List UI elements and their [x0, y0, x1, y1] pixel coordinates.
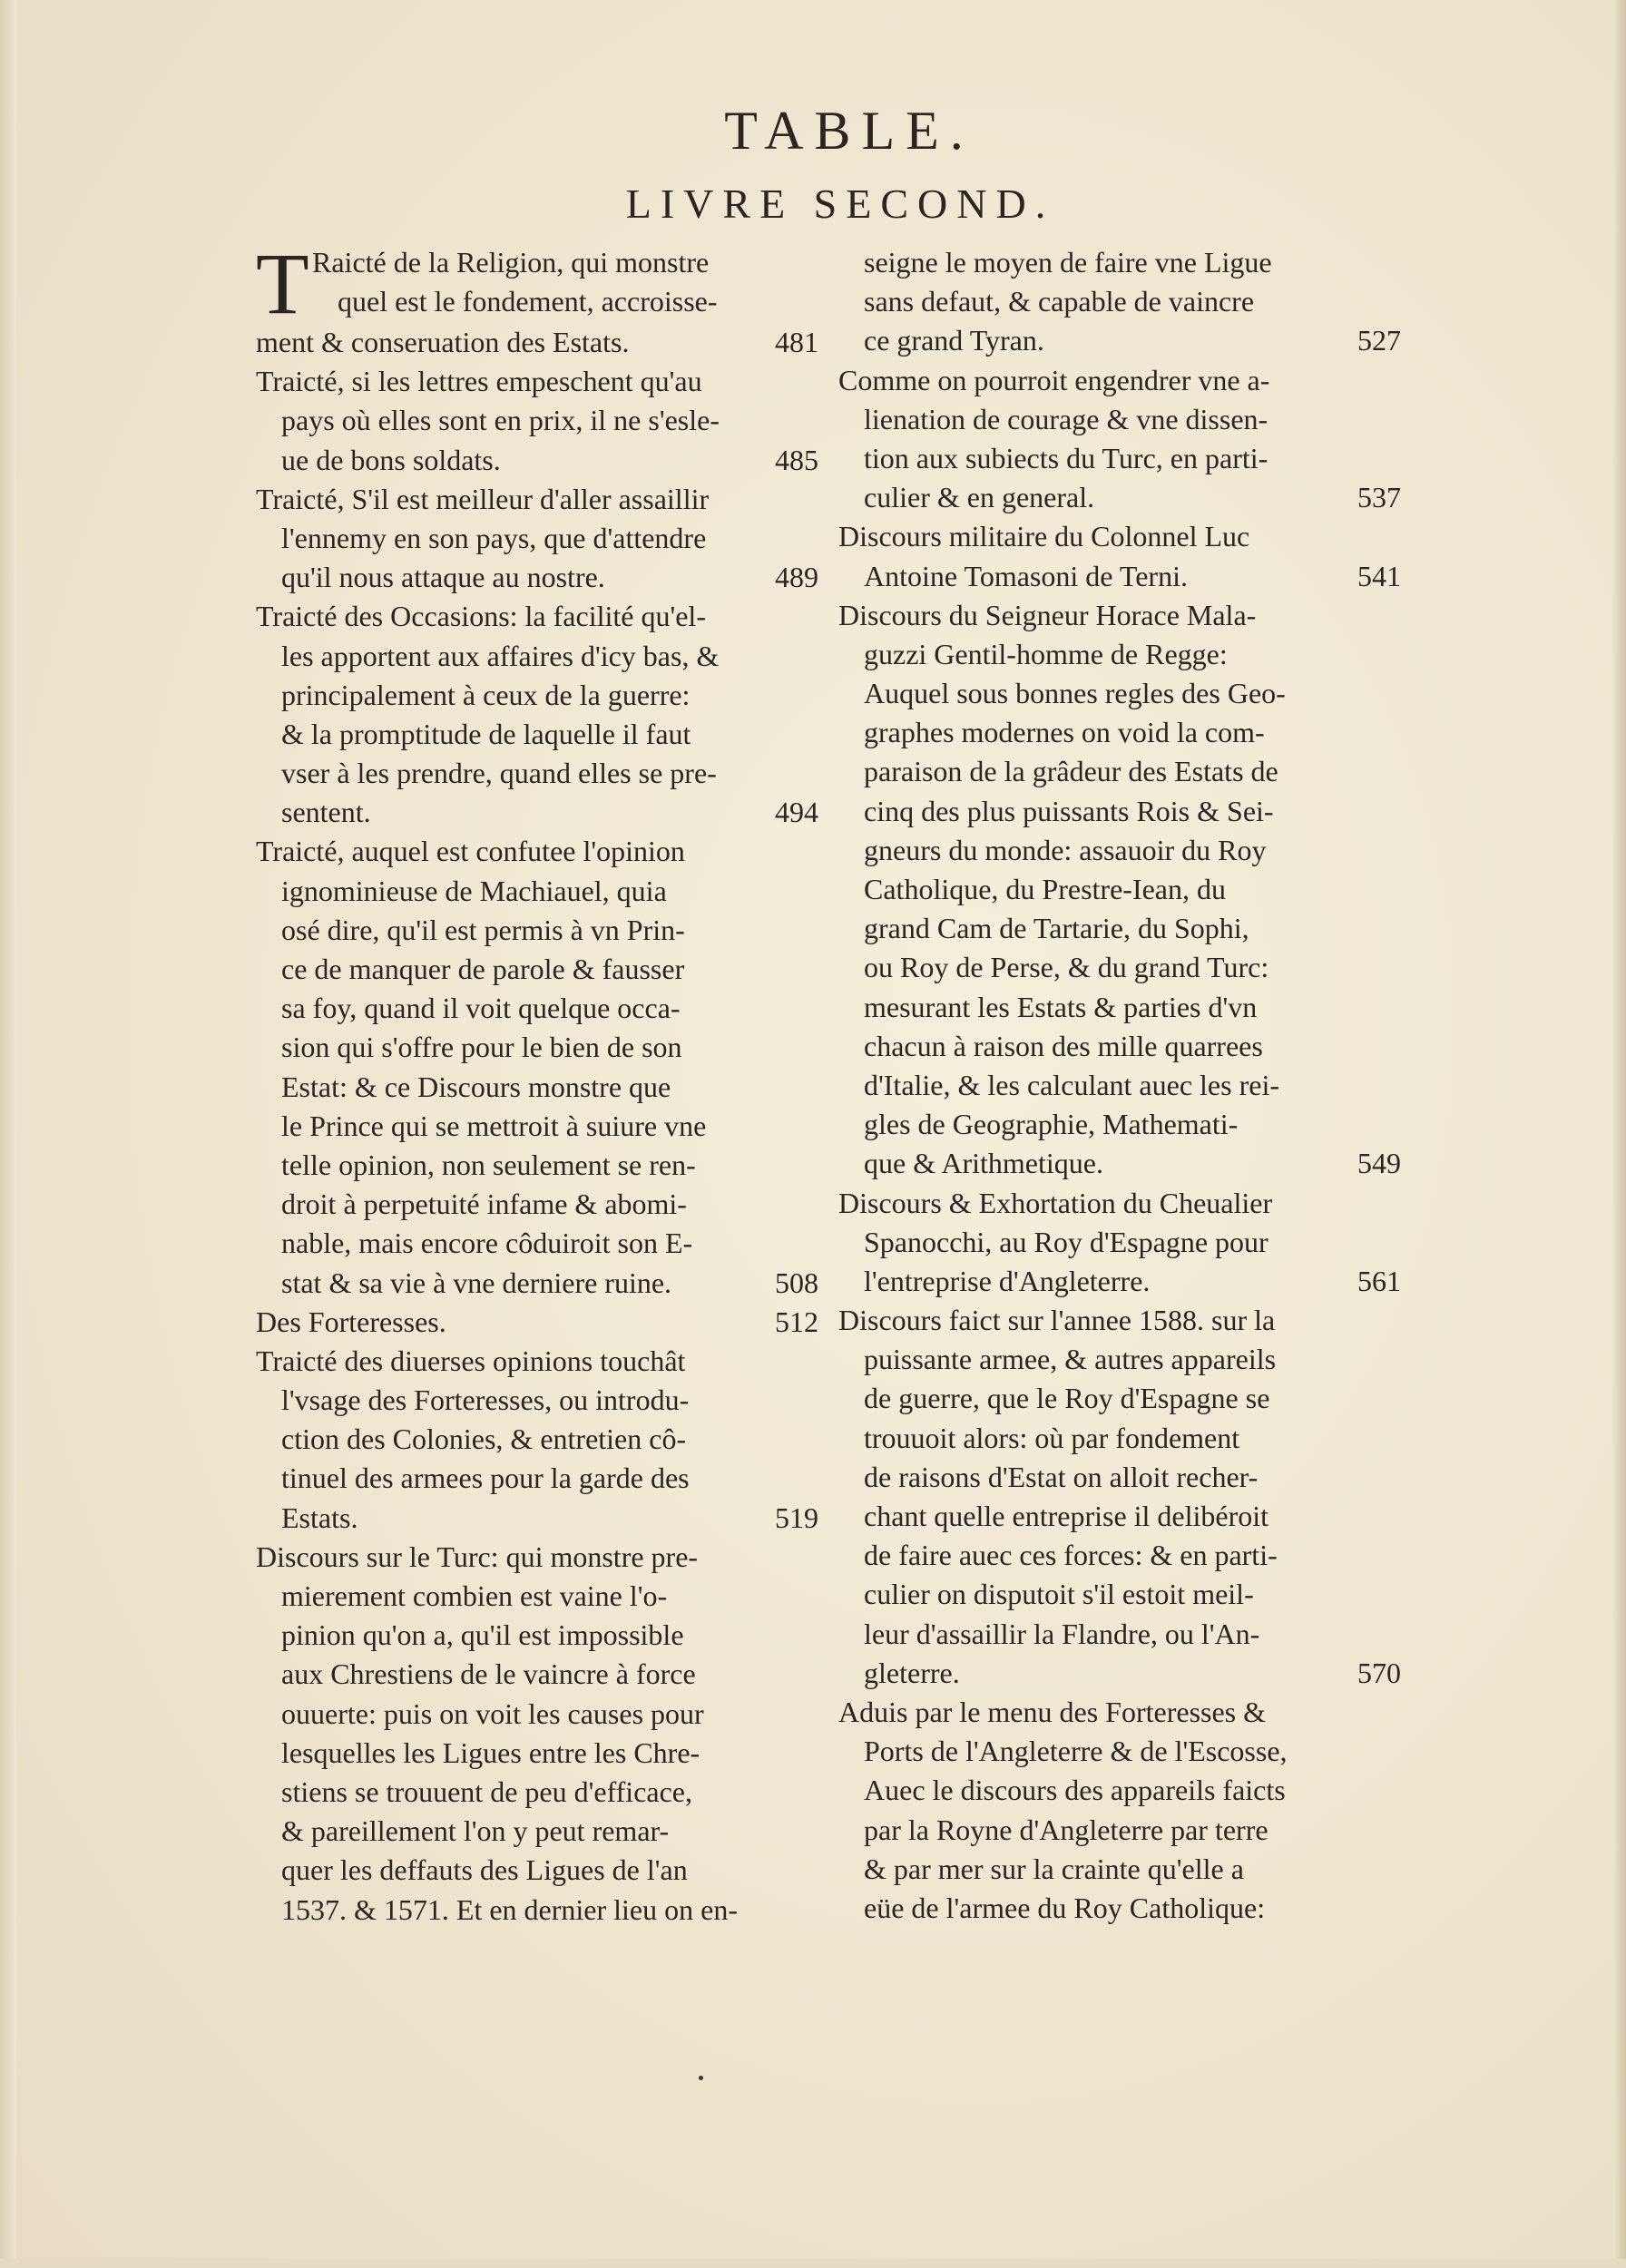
entry-line: tinuel des armees pour la garde des	[281, 1461, 690, 1495]
entry-line: Traicté, auquel est confutee l'opinion	[256, 835, 685, 868]
entry-line: ouuerte: puis on voit les causes pour	[281, 1696, 704, 1730]
page-number: 561	[1357, 1264, 1401, 1297]
toc-entry	[838, 1184, 1401, 1302]
page-number: 519	[775, 1501, 818, 1534]
entry-line: stiens se trouuent de peu d'efficace,	[281, 1774, 692, 1808]
entry-line: vser à les prendre, quand elles se pre-	[281, 757, 717, 790]
entry-line: les apportent aux affaires d'icy bas, &	[281, 639, 720, 672]
section-title: LIVRE SECOND.	[625, 181, 1055, 227]
toc-entry-first	[256, 235, 818, 362]
entry-line: l'ennemy en son pays, que d'attendre	[281, 521, 707, 554]
page-number: 508	[775, 1266, 818, 1299]
entry-line: paraison de la grâdeur des Estats de	[864, 755, 1278, 788]
page-number: 537	[1357, 481, 1401, 514]
entry-line: Auec le discours des appareils faicts	[864, 1774, 1286, 1807]
entry-line: Discours sur le Turc: qui monstre pre-	[256, 1540, 699, 1573]
toc-entry	[838, 1693, 1401, 1928]
entry-line: chacun à raison des mille quarrees	[864, 1029, 1263, 1062]
toc-entry	[256, 1342, 818, 1538]
entry-line: par la Royne d'Angleterre par terre	[864, 1813, 1268, 1846]
toc-entry	[256, 597, 818, 832]
entry-line: ction des Colonies, & entretien cô-	[281, 1422, 687, 1456]
entry-line: telle opinion, non seulement se ren-	[281, 1148, 696, 1181]
toc-entry	[256, 480, 818, 598]
entry-line: sentent. 494	[256, 793, 818, 832]
entry-line: cinq des plus puissants Rois & Sei-	[864, 794, 1274, 827]
page-number: 485	[775, 443, 818, 476]
entry-line: Traicté, S'il est meilleur d'aller assaillir	[256, 482, 710, 515]
entry-line: seigne le moyen de faire vne Ligue	[864, 246, 1272, 279]
running-header: TABLE.	[724, 101, 975, 161]
entry-line: gleterre. 570	[838, 1654, 1401, 1693]
entry-line: sans defaut, & capable de vaincre	[864, 285, 1255, 318]
entry-line: trouuoit alors: où par fondement	[864, 1421, 1240, 1454]
entry-line: Discours faict sur l'annee 1588. sur la	[838, 1304, 1276, 1337]
entry-line: ignominieuse de Machiauel, quia	[281, 874, 667, 907]
entry-line: leur d'assaillir la Flandre, ou l'An-	[864, 1617, 1260, 1650]
entry-line: ment & conseruation des Estats. 481	[256, 323, 818, 362]
entry-line: pinion qu'on a, qu'il est impossible	[281, 1618, 684, 1652]
entry-line: culier & en general. 537	[838, 478, 1401, 517]
page-number: 489	[775, 561, 818, 594]
toc-entry	[256, 832, 818, 1302]
entry-line: osé dire, qu'il est permis à vn Prin-	[281, 913, 685, 946]
entry-line: & la promptitude de laquelle il faut	[281, 717, 691, 750]
entry-line: d'Italie, & les calculant auec les rei-	[864, 1068, 1279, 1101]
entry-line: tion aux subiects du Turc, en parti-	[864, 441, 1268, 474]
page-number: 549	[1357, 1147, 1401, 1180]
entry-line: grand Cam de Tartarie, du Sophi,	[864, 912, 1249, 945]
entry-line: eüe de l'armee du Roy Catholique:	[864, 1891, 1266, 1924]
entry-line: Comme on pourroit engendrer vne a-	[838, 363, 1270, 396]
entry-line: Antoine Tomasoni de Terni. 541	[838, 557, 1401, 596]
toc-entry	[256, 362, 818, 480]
entry-line: ue de bons soldats. 485	[256, 441, 818, 480]
entry-line: & par mer sur la crainte qu'elle a	[864, 1852, 1244, 1885]
entry-line: puissante armee, & autres appareils	[864, 1343, 1277, 1376]
entry-line: quer les deffauts des Ligues de l'an	[281, 1853, 688, 1887]
entry-line: de faire auec ces forces: & en parti-	[864, 1539, 1278, 1572]
entry-line: 1537. & 1571. Et en dernier lieu on en-	[281, 1892, 738, 1926]
entry-line: Estat: & ce Discours monstre que	[281, 1070, 671, 1103]
page-edge	[1613, 0, 1626, 2268]
entry-line: quel est le fondement, accroisse-	[338, 285, 718, 318]
entry-line: guzzi Gentil-homme de Regge:	[864, 637, 1228, 670]
page-bottom-edge	[0, 2259, 1626, 2268]
entry-line: Auquel sous bonnes regles des Geo-	[864, 677, 1286, 710]
entry-line: nable, mais encore côduiroit son E-	[281, 1227, 693, 1260]
entry-line: principalement à ceux de la guerre:	[281, 678, 691, 711]
entry-line: Estats. 519	[256, 1499, 818, 1538]
toc-entry	[256, 1538, 818, 1930]
toc-entry	[838, 361, 1401, 518]
entry-line: gles de Geographie, Mathemati-	[864, 1108, 1239, 1141]
entry-line: mesurant les Estats & parties d'vn	[864, 990, 1258, 1023]
binding-gutter	[0, 0, 16, 2268]
page-number: 570	[1357, 1656, 1401, 1689]
entry-line: Ports de l'Angleterre & de l'Escosse,	[864, 1735, 1288, 1768]
entry-line: Aduis par le menu des Forteresses &	[838, 1695, 1267, 1728]
entry-line: de raisons d'Estat on alloit recher-	[864, 1460, 1259, 1493]
toc-entry	[838, 517, 1401, 595]
entry-line: Discours du Seigneur Horace Mala-	[838, 598, 1257, 631]
toc-entry	[838, 596, 1401, 1184]
toc-entry	[256, 1303, 818, 1342]
drop-initial: T	[256, 235, 309, 332]
entry-line: sa foy, quand il voit quelque occa-	[281, 992, 681, 1025]
entry-line: chant quelle entreprise il delibéroit	[864, 1500, 1269, 1532]
page-number: 494	[775, 796, 818, 829]
entry-line: qu'il nous attaque au nostre. 489	[256, 558, 818, 597]
entry-line: l'vsage des Forteresses, ou introdu-	[281, 1383, 690, 1417]
entry-line: Discours & Exhortation du Cheualier	[838, 1186, 1273, 1219]
entry-line: Discours militaire du Colonnel Luc	[838, 520, 1250, 553]
entry-line: aux Chrestiens de le vaincre à force	[281, 1657, 696, 1691]
page-speck	[699, 2076, 703, 2080]
entry-line: Catholique, du Prestre-Iean, du	[864, 873, 1226, 905]
entry-line: culier on disputoit s'il estoit meil-	[864, 1578, 1254, 1611]
entry-line: Traicté, si les lettres empeschent qu'au	[256, 365, 702, 398]
entry-line: Des Forteresses. 512	[256, 1303, 818, 1342]
page-number: 541	[1357, 559, 1401, 592]
entry-line: lienation de courage & vne dissen-	[864, 402, 1268, 435]
entry-line: de guerre, que le Roy d'Espagne se	[864, 1382, 1270, 1415]
entry-line: ou Roy de Perse, & du grand Turc:	[864, 951, 1269, 984]
entry-line: graphes modernes on void la com-	[864, 716, 1265, 749]
entry-line: ce de manquer de parole & fausser	[281, 953, 685, 985]
entry-line: Raicté de la Religion, qui monstre	[312, 246, 710, 279]
page-number: 512	[775, 1305, 818, 1338]
entry-line: le Prince qui se mettroit à suiure vne	[281, 1109, 707, 1142]
entry-line: mierement combien est vaine l'o-	[281, 1579, 668, 1612]
entry-line: droit à perpetuité infame & abomi-	[281, 1188, 687, 1221]
entry-line: pays où elles sont en prix, il ne s'esle-	[281, 404, 720, 437]
toc-entry	[838, 1301, 1401, 1693]
entry-line: l'entreprise d'Angleterre. 561	[838, 1262, 1401, 1301]
right-column	[838, 243, 1401, 1928]
entry-line: Spanocchi, au Roy d'Espagne pour	[864, 1225, 1268, 1258]
left-column	[256, 235, 818, 1930]
page-number: 527	[1357, 324, 1401, 357]
entry-line: Traicté des diuerses opinions touchât	[256, 1344, 686, 1377]
entry-line: & pareillement l'on y peut remar-	[281, 1814, 670, 1848]
entry-line: lesquelles les Ligues entre les Chre-	[281, 1735, 700, 1769]
entry-line: sion qui s'offre pour le bien de son	[281, 1031, 682, 1064]
entry-line: Traicté des Occasions: la facilité qu'el-	[256, 600, 706, 633]
entry-line: gneurs du monde: assauoir du Roy	[864, 833, 1267, 866]
entry-line: que & Arithmetique. 549	[838, 1144, 1401, 1183]
toc-entry	[838, 243, 1401, 361]
page-number: 481	[775, 326, 818, 358]
entry-line: stat & sa vie à vne derniere ruine. 508	[256, 1264, 818, 1303]
entry-line: ce grand Tyran. 527	[838, 321, 1401, 360]
